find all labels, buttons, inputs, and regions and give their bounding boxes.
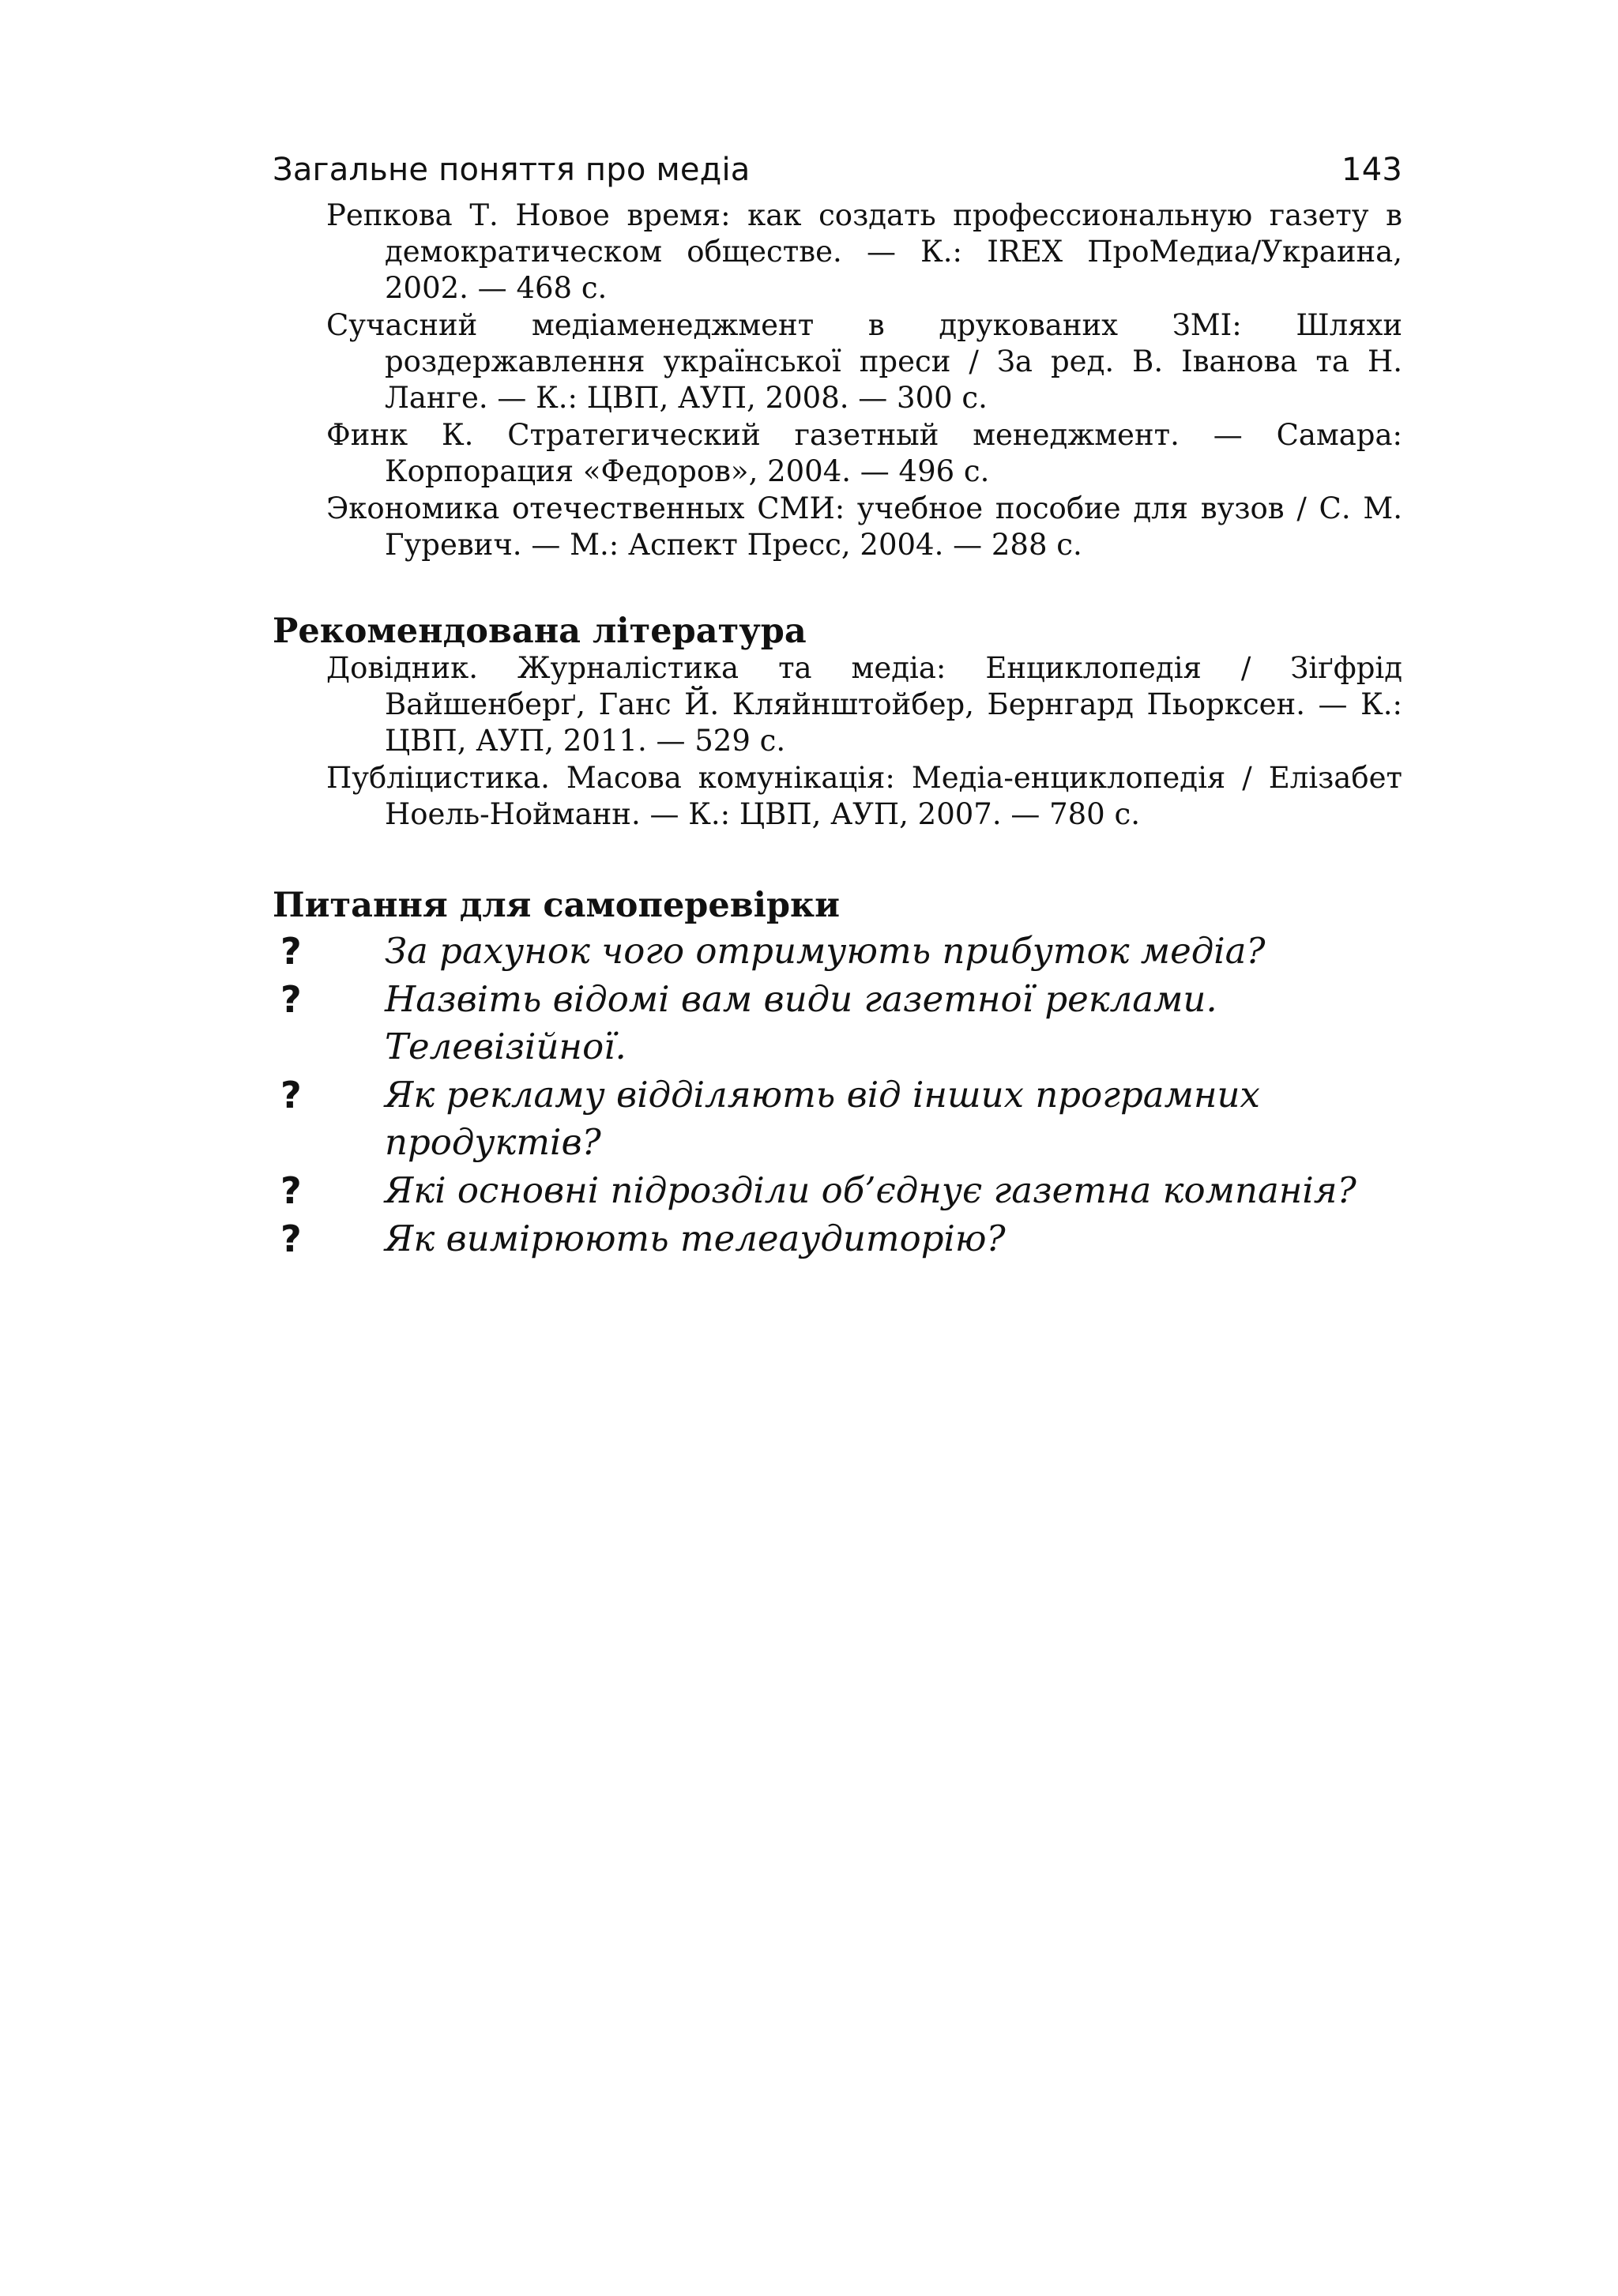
question-mark-icon: ? xyxy=(280,1218,302,1260)
question-text: Як вимірюють телеаудиторію? xyxy=(385,1218,1006,1259)
reference-item: Финк К. Стратегический газетный менеджмент. — Самара: Корпорация «Федоров», 2004. — 496 с. xyxy=(326,418,1402,488)
question-item xyxy=(273,1215,1402,1263)
reference-list xyxy=(273,198,1402,563)
question-item xyxy=(273,1071,1402,1166)
running-header xyxy=(273,142,1402,198)
question-text: Назвіть відомі вам види газетної реклами. Телевізійної. xyxy=(385,978,1217,1067)
chapter-title: Загальне поняття про медіа xyxy=(273,152,751,188)
question-item xyxy=(273,928,1402,975)
recommended-item: Довідник. Журналістика та медіа: Енциклопедія / Зіґфрід Вайшенберґ, Ганс Й. Кляйнштойбер, Бернгард Пьорксен. — К.: ЦВП, АУП, 2011. — 529 с. xyxy=(326,651,1402,758)
self-check-question-list xyxy=(273,928,1402,1263)
book-page xyxy=(273,142,1402,1263)
question-item xyxy=(273,1167,1402,1214)
reference-item: Экономика отечественных СМИ: учебное пособие для вузов / С. М. Гуревич. — М.: Аспект Пресс, 2004. — 288 с. xyxy=(326,491,1402,562)
question-text: Як рекламу відділяють від інших програмних продуктів? xyxy=(385,1074,1260,1163)
recommended-item: Публіцистика. Масова комунікація: Медіа-енциклопедія / Елізабет Ноель-Нойманн. — К.: ЦВП, АУП, 2007. — 780 с. xyxy=(326,761,1402,831)
recommended-literature-heading: Рекомендована література xyxy=(273,612,807,651)
recommended-literature-list xyxy=(273,650,1402,833)
question-mark-icon: ? xyxy=(280,930,302,973)
self-check-heading: Питання для самоперевірки xyxy=(273,886,840,925)
question-mark-icon: ? xyxy=(280,978,302,1021)
question-text: Які основні підрозділи об’єднує газетна компанія? xyxy=(385,1169,1356,1211)
question-mark-icon: ? xyxy=(280,1169,302,1212)
reference-item: Репкова Т. Новое время: как создать профессиональную газету в демократическом обществе. — К.: IREX ПроМедиа/Украина, 2002. — 468 с. xyxy=(326,198,1402,305)
question-text: За рахунок чого отримують прибуток медіа? xyxy=(385,930,1266,972)
question-mark-icon: ? xyxy=(280,1074,302,1116)
question-item xyxy=(273,976,1402,1071)
reference-item: Сучасний медіаменеджмент в друкованих ЗМІ: Шляхи роздержавлення української преси / За ред. В. Іванова та Н. Ланге. — К.: ЦВП, АУП, 2008. — 300 с. xyxy=(326,308,1402,415)
page-number: 143 xyxy=(1341,152,1402,188)
